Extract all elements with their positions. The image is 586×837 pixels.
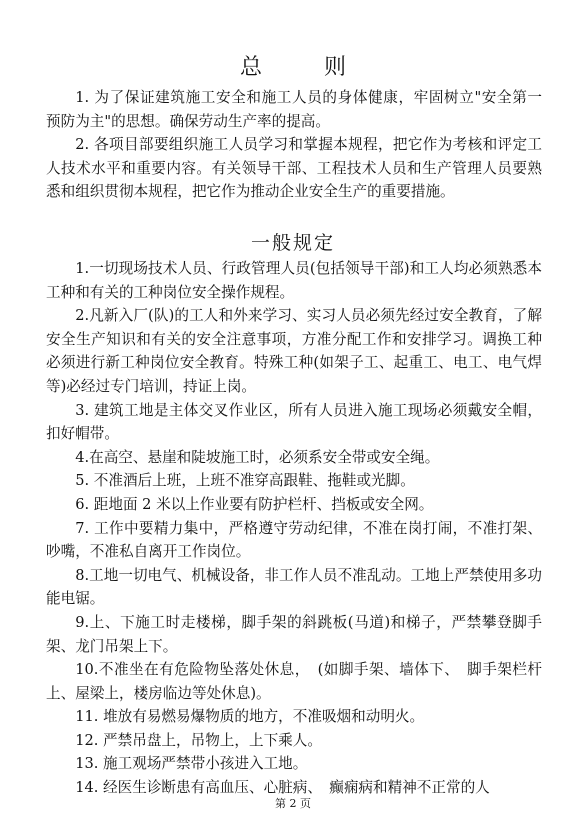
rule-item: 14. 经医生诊断患有高血压、心脏病、 癫痫病和精神不正常的人 bbox=[75, 779, 490, 797]
rule-item: 8.工地一切电气、机械设备，非工作人员不准乱动。工地上严禁使用多功能电锯。 bbox=[46, 566, 542, 608]
rule-item: 13. 施工观场严禁带小孩进入工地。 bbox=[75, 755, 308, 773]
paragraph: 2. 各项目部要组织施工人员学习和掌握本规程，把它作为考核和评定工人技术水平和重要内容。有关领导干部、工程技术人员和生产管理人员要熟悉和组织贯彻本规程，把它作为推动企业安全生产的重要措施。 bbox=[46, 136, 542, 201]
rule-item: 11. 堆放有易燃易爆物质的地方，不准吸烟和动明火。 bbox=[75, 708, 425, 726]
section-title-general-rules: 一般规定 bbox=[250, 232, 335, 254]
rule-item: 1.一切现场技术人员、行政管理人员(包括领导干部)和工人均必须熟悉本工种和有关的工种岗位安全操作规程。 bbox=[46, 260, 542, 301]
rule-item: 9.上、下施工时走楼梯，脚手架的斜跳板(马道)和梯子，严禁攀登脚手架、龙门吊架上下。 bbox=[46, 613, 542, 655]
section-title-general-principles: 总则 bbox=[239, 55, 408, 80]
section-general-rules bbox=[46, 257, 542, 800]
rule-item: 4.在高空、悬崖和陡坡施工时，必须系安全带或安全绳。 bbox=[75, 448, 440, 466]
rule-item: 12. 严禁吊盘上，吊物上，上下乘人。 bbox=[75, 731, 322, 749]
paragraph: 1. 为了保证建筑施工安全和施工人员的身体健康，牢固树立"安全第一 预防为主"的思想。确保劳动生产率的提高。 bbox=[46, 89, 557, 130]
rule-item: 2.凡新入厂(队)的工人和外来学习、实习人员必须先经过安全教育，了解安全生产知识和有关的安全注意事项，方准分配工作和安排学习。调换工种必须进行新工种岗位安全教育。特殊工种(如架子工、起重工、电工、电气焊等)必经过专门培训，持证上岗。 bbox=[46, 307, 542, 395]
rule-item: 6. 距地面 2 米以上作业要有防护栏杆、挡板或安全网。 bbox=[75, 495, 434, 513]
rule-item: 10.不准坐在有危险物坠落处休息， (如脚手架、墙体下、 脚手架栏杆上、屋梁上，楼房临边等处休息)。 bbox=[46, 661, 542, 702]
section-general-principles bbox=[46, 86, 557, 204]
page-number: 第 2 页 bbox=[275, 797, 311, 810]
rule-item: 7. 工作中要精力集中，严格遵守劳动纪律，不准在岗打闹，不准打架、吵嘴，不准私自离开工作岗位。 bbox=[46, 519, 542, 561]
rule-item: 5. 不准酒后上班，上班不准穿高跟鞋、拖鞋或光脚。 bbox=[75, 472, 415, 490]
rule-item: 3. 建筑工地是主体交叉作业区，所有人员进入施工现场必须戴安全帽，扣好帽带。 bbox=[46, 401, 542, 443]
